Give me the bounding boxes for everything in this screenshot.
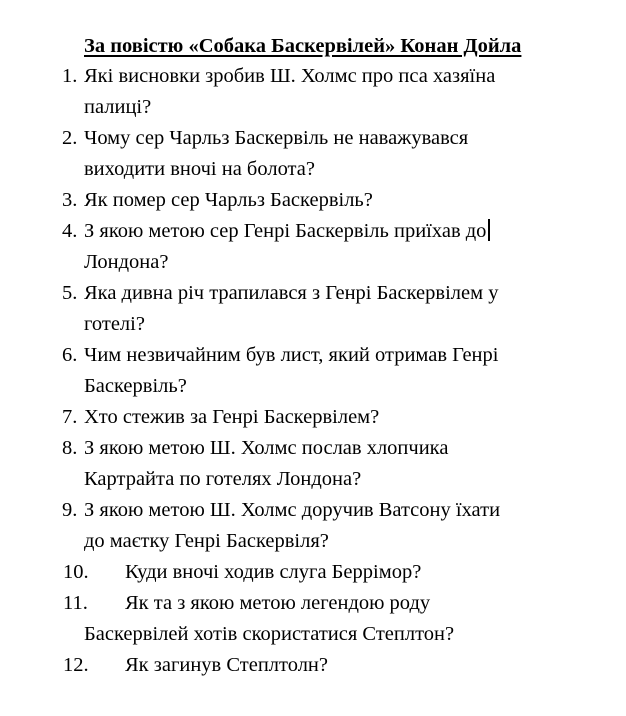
question-number: 11. [63, 592, 88, 614]
question-number: 10. [63, 561, 89, 583]
question-number: 1. [62, 65, 78, 87]
question-number: 12. [63, 654, 89, 676]
question-text-line: Куди вночі ходив слуга Беррімор? [125, 561, 422, 583]
question-item-12 [0, 650, 626, 681]
question-number: 8. [62, 437, 78, 459]
question-text-line: Чим незвичайним був лист, який отримав Генрі [84, 344, 499, 366]
question-item-10 [0, 557, 626, 588]
question-list [0, 61, 626, 681]
question-text-line: Чому сер Чарльз Баскервіль не наважувався [84, 127, 469, 149]
question-text-line: Лондона? [84, 251, 169, 273]
question-item-11 [0, 588, 626, 650]
question-text-line: Баскервіль? [84, 375, 187, 397]
question-text-segment: З якою метою сер Генрі Баскервіль приїхав до [84, 220, 487, 242]
question-text-line: З якою метою Ш. Холмс послав хлопчика [84, 437, 449, 459]
question-text-line: Як помер сер Чарльз Баскервіль? [84, 189, 373, 211]
question-text-line: Як та з якою метою легендою роду [125, 592, 431, 614]
question-number: 4. [62, 220, 78, 242]
question-number: 6. [62, 344, 78, 366]
question-text-line: готелі? [84, 313, 145, 335]
question-item-4 [0, 216, 626, 278]
question-text-line: Картрайта по готелях Лондона? [84, 468, 362, 490]
question-number: 2. [62, 127, 78, 149]
question-item-2 [0, 123, 626, 185]
question-text-line: Баскервілей хотів скористатися Степлтон? [84, 623, 455, 645]
question-number: 7. [62, 406, 78, 428]
question-item-3 [0, 185, 626, 216]
document-title: За повістю «Собака Баскервілей» Конан Дойла [84, 35, 522, 57]
question-text-line: З якою метою Ш. Холмс доручив Ватсону їхати [84, 499, 501, 521]
question-text-line: Які висновки зробив Ш. Холмс про пса хазяїна [84, 65, 496, 87]
question-item-6 [0, 340, 626, 402]
question-number: 3. [62, 189, 78, 211]
question-item-5 [0, 278, 626, 340]
question-item-7 [0, 402, 626, 433]
question-text-line: Яка дивна річ трапилався з Генрі Баскервілем у [84, 282, 499, 304]
question-item-9 [0, 495, 626, 557]
question-text-line: виходити вночі на болота? [84, 158, 315, 180]
question-text-line: Хто стежив за Генрі Баскервілем? [84, 406, 380, 428]
question-item-1 [0, 61, 626, 123]
text-cursor [488, 219, 490, 241]
question-text-line: палиці? [84, 96, 152, 118]
question-number: 5. [62, 282, 78, 304]
question-text-line: Як загинув Степлтолн? [125, 654, 328, 676]
question-text-line: до маєтку Генрі Баскервіля? [84, 530, 329, 552]
question-text-line [0, 216, 626, 247]
question-item-8 [0, 433, 626, 495]
question-number: 9. [62, 499, 78, 521]
